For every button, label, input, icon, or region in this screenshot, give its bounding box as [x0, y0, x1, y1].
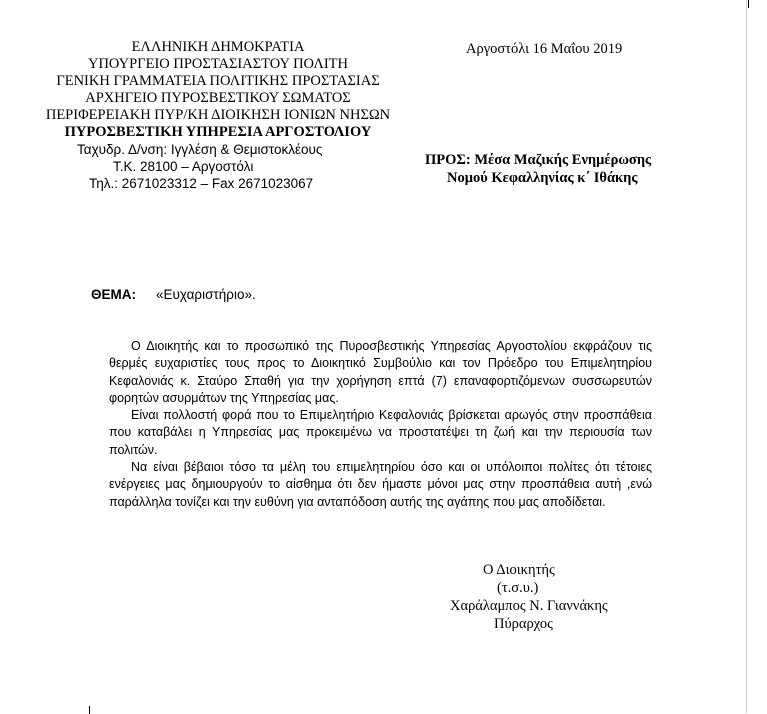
letter-body [109, 338, 652, 511]
signature-title: Ο Διοικητής [483, 562, 555, 578]
header-line-3: ΓΕΝΙΚΗ ΓΡΑΜΜΑΤΕΙΑ ΠΟΛΙΤΙΚΗΣ ΠΡΟΣΤΑΣΙΑΣ [56, 73, 380, 89]
window-right-edge [746, 0, 767, 713]
window-divider [748, 0, 749, 8]
document-date: Αργοστόλι 16 Μαΐου 2019 [466, 41, 623, 57]
postal-line: Τ.Κ. 28100 – Αργοστόλι [113, 159, 254, 174]
recipient-line-2: Νομού Κεφαλληνίας κ΄ Ιθάκης [447, 170, 638, 186]
body-paragraph: Είναι πολλοστή φορά που το Επιμελητήριο Κεφαλονιάς βρίσκεται αρωγός στην προσπάθεια που καταβάλει η Υπηρεσίας μας προκειμένω να προστατέψει τη ζωή και την περιουσία των πολιτών. [109, 408, 652, 457]
header-line-4: ΑΡΧΗΓΕΙΟ ΠΥΡΟΣΒΕΣΤΙΚΟΥ ΣΩΜΑΤΟΣ [85, 90, 351, 106]
header-line-1: ΕΛΛΗΝΙΚΗ ΔΗΜΟΚΡΑΤΙΑ [131, 39, 305, 55]
address-line: Ταχυδρ. Δ/νση: Ιγγλέση & Θεμιστοκλέους [77, 142, 323, 157]
signature-abbr: (τ.σ.υ.) [497, 580, 539, 596]
signature-name: Χαράλαμπος Ν. Γιαννάκης [450, 598, 608, 614]
body-paragraph: Να είναι βέβαιοι τόσο τα μέλη του επιμελητηρίου όσο και οι υπόλοιποι πολίτες ότι τέτοιες ενέργειες μας δημιουργούν το αίσθημα ότι δεν ήμαστε μόνοι μας στην προσπάθεια αυτή ,ενώ παράλληλα τονίζει και την ευθύνη για ανταπόδοση αυτής της αγάπης που μας αποδίδεται. [109, 460, 652, 509]
body-paragraph: Ο Διοικητής και το προσωπικό της Πυροσβεστικής Υπηρεσίας Αργοστολίου εκφράζουν τις θερμές ευχαριστίες τους προς το Διοικητικό Συμβούλιο και τον Πρόεδρο του Επιμελητηρίου Κεφαλονιάς κ. Σταύρο Σπαθή για την χορήγηση επτά (7) επαναφορτιζόμενων συσσωρευτών φορητών ασυρμάτων της Υπηρεσίας μας. [109, 339, 652, 405]
header-line-2: ΥΠΟΥΡΓΕΙΟ ΠΡΟΣΤΑΣΙΑΣΤΟΥ ΠΟΛΙΤΗ [87, 56, 348, 72]
subject-text: «Ευχαριστήριο». [156, 287, 256, 302]
header-line-5: ΠΕΡΙΦΕΡΕΙΑΚΗ ΠΥΡ/ΚΗ ΔΙΟΙΚΗΣΗ ΙΟΝΙΩΝ ΝΗΣΩΝ [45, 107, 391, 123]
recipient-line-1: ΠΡΟΣ: Μέσα Μαζικής Ενημέρωσης [425, 152, 652, 168]
service-name: ΠΥΡΟΣΒΕΣΤΙΚΗ ΥΠΗΡΕΣΙΑ ΑΡΓΟΣΤΟΛΙΟΥ [64, 124, 372, 140]
phone-line: Τηλ.: 2671023312 – Fax 2671023067 [89, 176, 314, 191]
signature-rank: Πύραρχος [494, 616, 553, 632]
subject-label: ΘΕΜΑ: [91, 287, 136, 302]
